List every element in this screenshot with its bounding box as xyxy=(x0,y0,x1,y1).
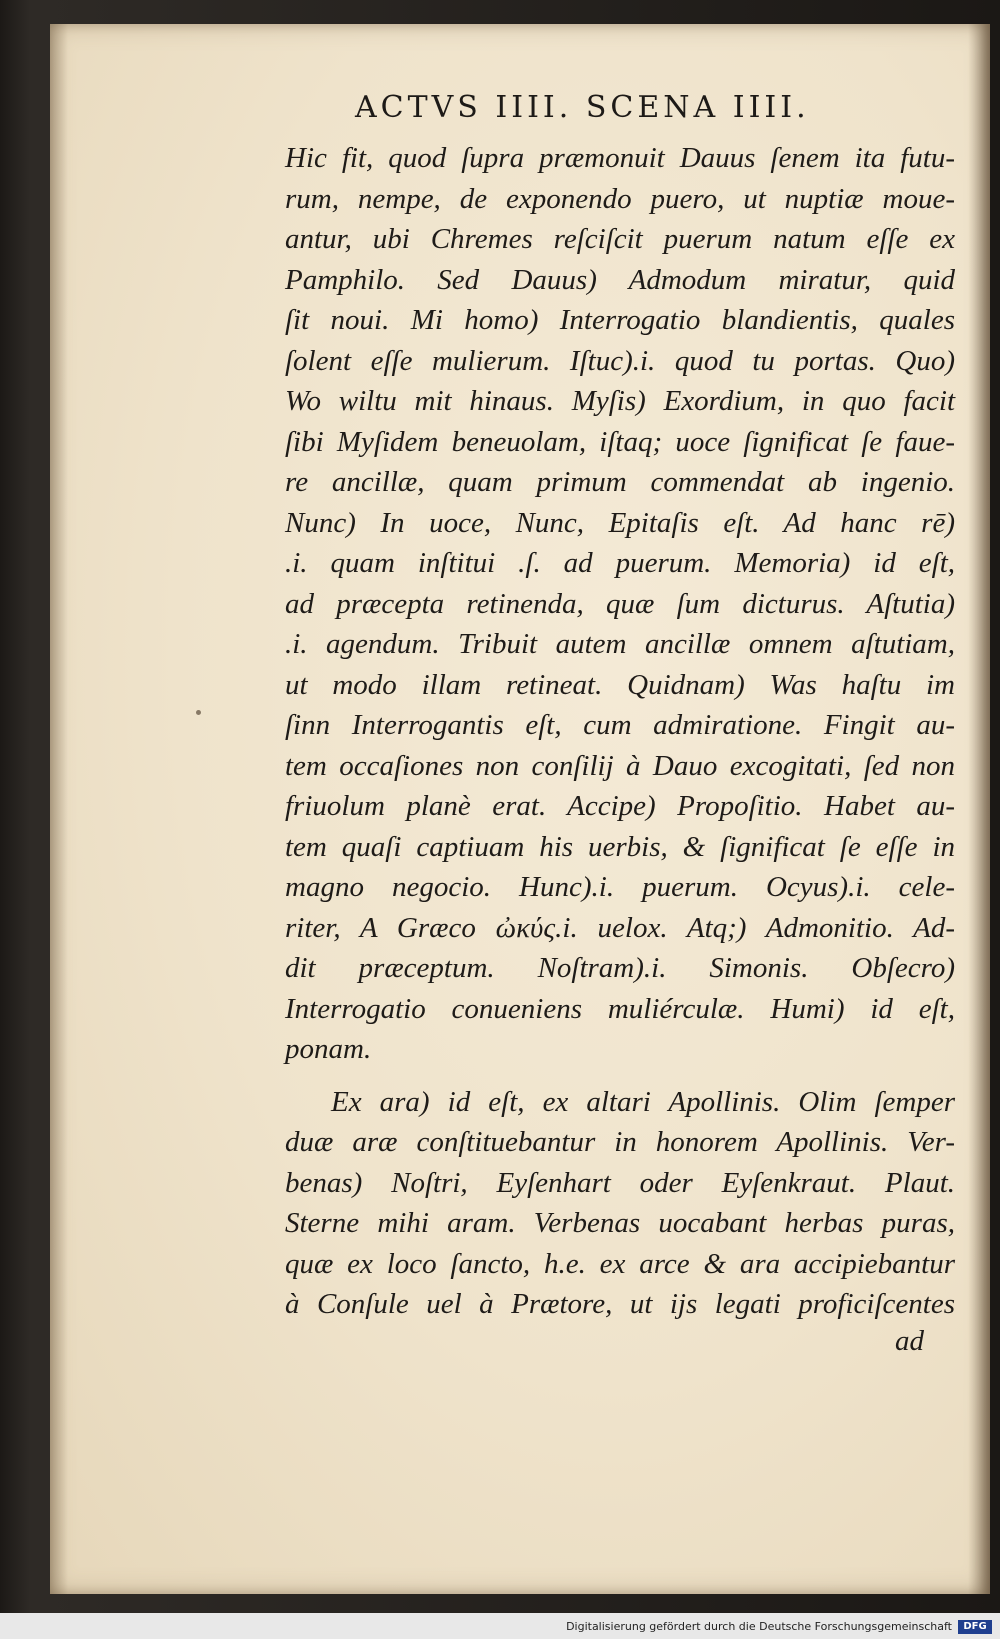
catchword: ad xyxy=(895,1325,924,1357)
ink-speck xyxy=(196,710,201,715)
text-line: Ex ara) id eſt, ex altari Apollinis. Olim ſemper xyxy=(331,1085,955,1118)
text-line: Pamphilo. Sed Dauus) Admodum miratur, quid xyxy=(285,263,955,296)
text-line: tem quaſi captiuam his uerbis, & ſignificat ſe eſſe in xyxy=(285,830,955,863)
text-line: quæ ex loco ſancto, h.e. ex arce & ara accipiebantur xyxy=(285,1247,955,1280)
text-line: friuolum planè erat. Accipe) Propoſitio. Habet au- xyxy=(285,790,955,822)
text-line: benas) Noſtri, Eyſenhart oder Eyſenkraut. Plaut. xyxy=(285,1166,955,1199)
paragraph-2 xyxy=(285,1082,955,1325)
text-line: Hic fit, quod ſupra præmonuit Dauus ſenem ita futu- xyxy=(285,142,955,174)
text-line: ſibi Myſidem beneuolam, iſtaq; uoce ſignificat ſe faue- xyxy=(285,425,955,458)
text-line: .i. quam inſtitui .ſ. ad puerum. Memoria) id eſt, xyxy=(285,547,955,579)
text-line: magno negocio. Hunc).i. puerum. Ocyus).i. cele- xyxy=(285,871,955,903)
paragraph-1 xyxy=(285,138,955,1070)
text-line: .i. agendum. Tribuit autem ancillæ omnem aſtutiam, xyxy=(285,628,955,660)
commentary-text xyxy=(285,138,955,1325)
text-line: ſit noui. Mi homo) Interrogatio blandientis, quales xyxy=(285,304,955,336)
footer-credit: Digitalisierung gefördert durch die Deutsche Forschungsgemeinschaft xyxy=(566,1620,952,1633)
text-line: ſolent eſſe mulierum. Iſtuc).i. quod tu portas. Quo) xyxy=(285,344,955,377)
text-line: tem occaſiones non conſilij à Dauo excogitati, ſed non xyxy=(285,749,955,782)
text-line: dit præceptum. Noſtram).i. Simonis. Obſecro) xyxy=(285,952,955,984)
text-line: re ancillæ, quam primum commendat ab ingenio. xyxy=(285,466,955,498)
text-line: duæ aræ conſtituebantur in honorem Apollinis. Ver- xyxy=(285,1126,955,1158)
text-line: antur, ubi Chremes reſciſcit puerum natum eſſe ex xyxy=(285,223,955,255)
text-line: à Conſule uel à Prætore, ut ijs legati proficiſcentes xyxy=(285,1288,955,1320)
text-line: riter, A Græco ὠκύς.i. uelox. Atq;) Admonitio. Ad- xyxy=(285,911,955,944)
dfg-logo: DFG xyxy=(958,1620,992,1634)
text-line: Wo wiltu mit hinaus. Myſis) Exordium, in quo facit xyxy=(285,385,955,417)
running-head: ACTVS IIII. SCENA IIII. xyxy=(355,90,810,125)
text-line: Sterne mihi aram. Verbenas uocabant herbas puras, xyxy=(285,1207,955,1239)
text-line: Nunc) In uoce, Nunc, Epitaſis eſt. Ad hanc rē) xyxy=(285,506,955,539)
text-line: ponam. xyxy=(285,1033,372,1065)
footer-bar xyxy=(0,1613,1000,1639)
text-line: ut modo illam retineat. Quidnam) Was haſtu im xyxy=(285,668,955,701)
text-line: Interrogatio conueniens muliérculæ. Humi) id eſt, xyxy=(285,992,955,1025)
text-line: ſinn Interrogantis eſt, cum admiratione. Fingit au- xyxy=(285,709,955,741)
text-line: rum, nempe, de exponendo puero, ut nuptiæ moue- xyxy=(285,182,955,215)
text-line: ad præcepta retinenda, quæ ſum dicturus. Aſtutia) xyxy=(285,587,955,620)
